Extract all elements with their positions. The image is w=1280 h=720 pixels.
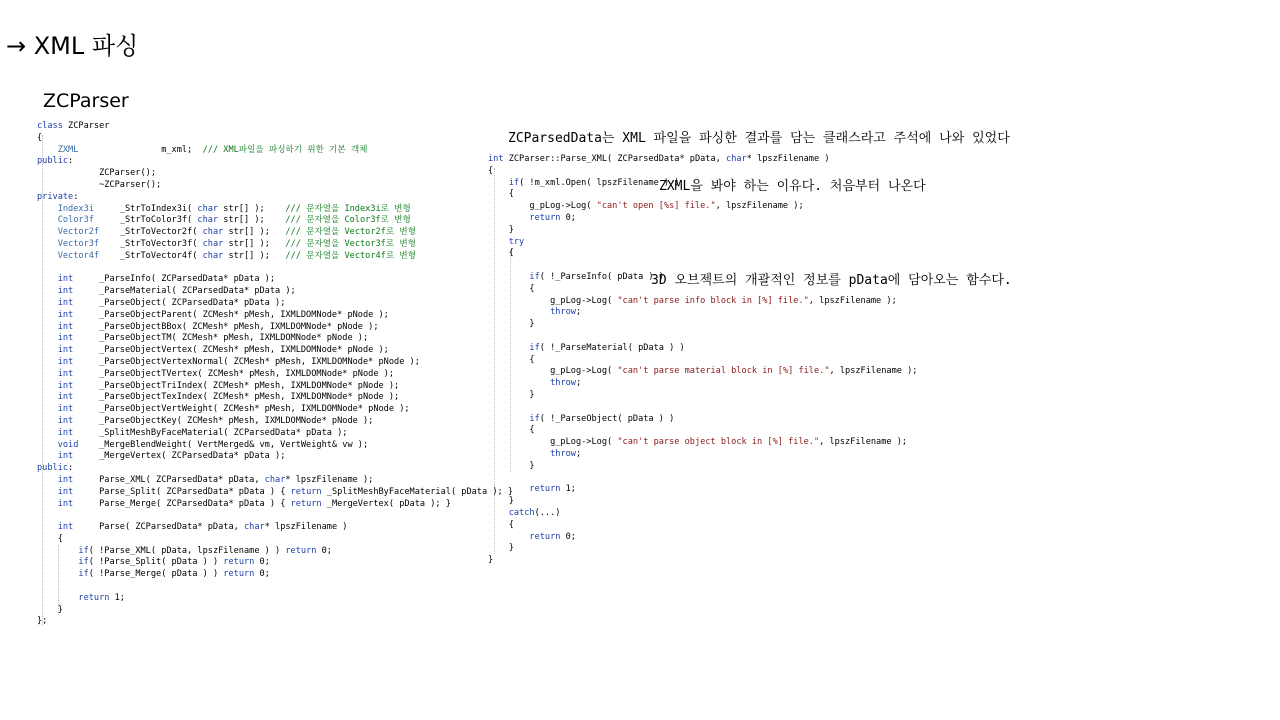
class-code-line: int _ParseObjectTexIndex( ZCMesh* pMesh, IXMLDOMNode* pNode ); xyxy=(57,392,400,403)
function-code-line: g_pLog->Log( "can't parse info block in [%] file.", lpszFilename ); xyxy=(488,295,897,306)
class-code-line xyxy=(37,510,513,522)
class-code-line: return 1; xyxy=(78,592,125,603)
function-code-line: if( !_ParseMaterial( pData ) ) xyxy=(529,342,685,353)
class-code-line: }; xyxy=(37,616,48,627)
annotation-parse-info: 3D 오브젝트의 개괄적인 정보를 pData에 담아오는 함수다. xyxy=(651,273,1012,288)
function-code-line: return 0; xyxy=(529,212,576,223)
class-code-line: Vector3f _StrToVector3f( char str[] ); /// 문자열을 Vector3f로 변형 xyxy=(57,238,416,249)
class-code-line: int _ParseMaterial( ZCParsedData* pData ); xyxy=(57,286,296,297)
function-code-line: { xyxy=(488,165,494,176)
class-code-line: int _ParseObjectVertWeight( ZCMesh* pMesh, IXMLDOMNode* pNode ); xyxy=(57,404,410,415)
class-code-line: int _ParseObject( ZCParsedData* pData ); xyxy=(57,297,286,308)
function-code-line: return 0; xyxy=(529,531,576,542)
function-code-line: { xyxy=(488,248,514,259)
class-code-line: if( !Parse_Merge( pData ) ) return 0; xyxy=(78,569,270,580)
function-code-line: } xyxy=(488,389,535,400)
function-code-line: throw; xyxy=(550,448,582,459)
class-code-line: Vector2f _StrToVector2f( char str[] ); /// 문자열을 Vector2f로 변형 xyxy=(57,227,416,238)
function-code-line: } xyxy=(488,460,535,471)
class-code-line: Index3i _StrToIndex3i( char str[] ); /// 문자열을 Index3i로 변형 xyxy=(57,203,411,214)
class-code-line xyxy=(37,581,513,593)
function-code-line: } xyxy=(488,319,535,330)
function-code-line: g_pLog->Log( "can't open [%s] file.", lpszFilename ); xyxy=(488,201,804,212)
class-code-line: int Parse_Split( ZCParsedData* pData ) { return _SplitMeshByFaceMaterial( pData ); } xyxy=(57,486,514,497)
class-code-line: } xyxy=(37,604,63,615)
function-code-line: { xyxy=(488,354,535,365)
class-code-line: int _ParseObjectVertexNormal( ZCMesh* pMesh, IXMLDOMNode* pNode ); xyxy=(57,356,420,367)
function-code-line: throw; xyxy=(550,307,582,318)
slide-title: → XML 파싱 xyxy=(6,32,139,60)
class-code-line: int _ParseObjectVertex( ZCMesh* pMesh, IXMLDOMNode* pNode ); xyxy=(57,345,389,356)
class-code-line: int Parse( ZCParsedData* pData, char* lpszFilename ) xyxy=(57,522,348,533)
function-code-line: throw; xyxy=(550,378,582,389)
class-code-line: ZCParser(); xyxy=(37,168,156,179)
function-code-line: } xyxy=(488,543,514,554)
class-code-line: int Parse_XML( ZCParsedData* pData, char* lpszFilename ); xyxy=(57,474,374,485)
class-code-line: void _MergeBlendWeight( VertMerged& vm, VertWeight& vw ); xyxy=(57,439,369,450)
function-code-line: { xyxy=(488,425,535,436)
function-code-line xyxy=(488,331,917,343)
function-code-line: g_pLog->Log( "can't parse material block in [%] file.", lpszFilename ); xyxy=(488,366,918,377)
class-code-line: int _ParseObjectParent( ZCMesh* pMesh, IXMLDOMNode* pNode ); xyxy=(57,309,389,320)
function-code-line: } xyxy=(488,224,514,235)
function-code-line: if( !_ParseObject( pData ) ) xyxy=(529,413,675,424)
function-code-line: } xyxy=(488,496,514,507)
class-code-line: int Parse_Merge( ZCParsedData* pData ) { return _MergeVertex( pData ); } xyxy=(57,498,451,509)
class-code-line: int _SplitMeshByFaceMaterial( ZCParsedData* pData ); xyxy=(57,427,348,438)
function-code-line xyxy=(488,473,917,485)
function-code-line: if( !_ParseInfo( pData ) ) xyxy=(529,271,664,282)
function-code-line: return 1; xyxy=(529,484,576,495)
class-code-line: public: xyxy=(37,156,74,167)
class-declaration-code xyxy=(37,121,513,628)
annotation-parsed-data: ZCParsedData는 XML 파일을 파싱한 결과를 담는 클래스라고 주석에 나와 있었다 xyxy=(508,131,1010,146)
annotation-zxml: ZXML을 봐야 하는 이유다. 처음부터 나온다 xyxy=(659,179,926,194)
function-code-line: { xyxy=(488,283,535,294)
class-code-line: if( !Parse_XML( pData, lpszFilename ) ) return 0; xyxy=(78,545,332,556)
class-code-line: public: xyxy=(37,463,74,474)
class-code-line: class ZCParser xyxy=(37,121,110,131)
class-code-line: Color3f _StrToColor3f( char str[] ); /// 문자열을 Color3f로 변형 xyxy=(57,215,411,226)
class-code-line: { xyxy=(37,132,43,143)
function-code-line: } xyxy=(488,555,494,566)
class-code-line: Vector4f _StrToVector4f( char str[] ); /// 문자열을 Vector4f로 변형 xyxy=(57,250,416,261)
class-code-line: int _ParseObjectTM( ZCMesh* pMesh, IXMLDOMNode* pNode ); xyxy=(57,333,369,344)
class-code-line: int _ParseObjectTVertex( ZCMesh* pMesh, IXMLDOMNode* pNode ); xyxy=(57,368,395,379)
class-code-line: int _ParseObjectKey( ZCMesh* pMesh, IXMLDOMNode* pNode ); xyxy=(57,415,374,426)
class-code-line: int _ParseObjectTriIndex( ZCMesh* pMesh, IXMLDOMNode* pNode ); xyxy=(57,380,400,391)
class-code-line: private: xyxy=(37,191,79,202)
class-code-line: ~ZCParser(); xyxy=(37,179,162,190)
class-code-line xyxy=(37,263,513,275)
class-name-heading: ZCParser xyxy=(43,90,129,112)
function-code-line xyxy=(488,402,917,414)
function-code-line: { xyxy=(488,519,514,530)
function-code-line: { xyxy=(488,189,514,200)
class-code-line: if( !Parse_Split( pData ) ) return 0; xyxy=(78,557,270,568)
class-code-line: int _ParseInfo( ZCParsedData* pData ); xyxy=(57,274,276,285)
class-code-line: { xyxy=(37,533,63,544)
function-code-line: int ZCParser::Parse_XML( ZCParsedData* pData, char* lpszFilename ) xyxy=(488,154,830,164)
class-code-line: int _MergeVertex( ZCParsedData* pData ); xyxy=(57,451,286,462)
function-code-line: if( !m_xml.Open( lpszFilename ) ) xyxy=(508,177,680,188)
parse-xml-function-code xyxy=(488,154,917,567)
function-code-line: g_pLog->Log( "can't parse object block in [%] file.", lpszFilename ); xyxy=(488,437,908,448)
class-code-line: int _ParseObjectBBox( ZCMesh* pMesh, IXMLDOMNode* pNode ); xyxy=(57,321,379,332)
function-code-line: try xyxy=(508,236,525,247)
class-code-line: ZXML m_xml; /// XML파일을 파싱하기 위한 기본 객체 xyxy=(57,144,368,155)
function-code-line: catch(...) xyxy=(508,507,561,518)
